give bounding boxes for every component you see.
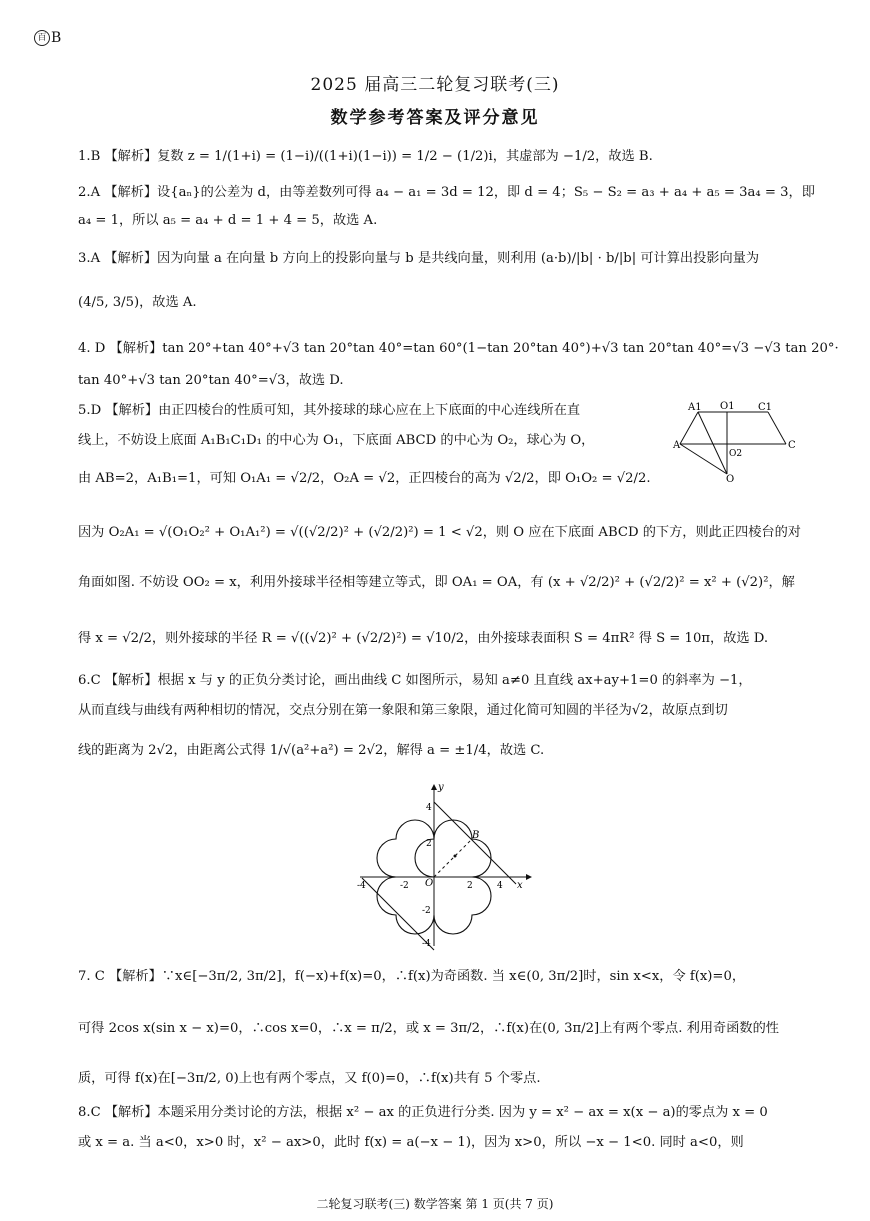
- label-O1: O1: [720, 401, 735, 412]
- answer-line: 4. D 【解析】tan 20°+tan 40°+√3 tan 20°tan 40°=tan 60°(1−tan 20°tan 40°)+√3 tan 20°tan 40°=√3 −√3 tan 20°·: [78, 341, 839, 356]
- badge-letter: B: [51, 30, 62, 46]
- answer-line: 线上，不妨设上底面 A₁B₁C₁D₁ 的中心为 O₁，下底面 ABCD 的中心为 O₂，球心为 O，: [78, 433, 595, 448]
- page-footer: 二轮复习联考(三) 数学答案 第 1 页(共 7 页): [316, 1197, 554, 1211]
- tick-label: -2: [422, 906, 431, 916]
- answer-line: tan 40°+√3 tan 20°tan 40°=√3，故选 D.: [78, 373, 344, 388]
- answer-line: 得 x = √2/2，则外接球的半径 R = √((√2)² + (√2/2)²) = √10/2，由外接球表面积 S = 4πR² 得 S = 10π，故选 D.: [78, 631, 769, 646]
- answer-line: 线的距离为 2√2，由距离公式得 1/√(a²+a²) = 2√2，解得 a = ±1/4，故选 C.: [78, 743, 545, 758]
- tick-label: 2: [426, 839, 432, 849]
- label-A: A: [673, 440, 681, 451]
- page-title: 2025 届高三二轮复习联考(三): [310, 75, 560, 95]
- answer-line: 由 AB=2，A₁B₁=1，可知 O₁A₁ = √2/2，O₂A = √2，正四棱台的高为 √2/2，即 O₁O₂ = √2/2.: [78, 471, 651, 486]
- tick-label: 4: [497, 881, 503, 891]
- answer-line: 从而直线与曲线有两种相切的情况，交点分别在第一象限和第三象限，通过化简可知圆的半径为√2，故原点到切: [78, 703, 728, 718]
- answer-line: a₄ = 1，所以 a₅ = a₄ + d = 1 + 4 = 5，故选 A.: [78, 213, 378, 228]
- answer-line: 因为 O₂A₁ = √(O₁O₂² + O₁A₁²) = √((√2/2)² + (√2/2)²) = 1 < √2，则 O 应在下底面 ABCD 的下方，则此正四棱台的对: [78, 525, 801, 540]
- answer-line: 6.C 【解析】根据 x 与 y 的正负分类讨论，画出曲线 C 如图所示，易知 a≠0 且直线 ax+ay+1=0 的斜率为 −1，: [78, 673, 752, 688]
- answer-line: (4/5, 3/5)，故选 A.: [78, 295, 197, 310]
- axis-y-label: y: [438, 782, 444, 793]
- curve-graph: [354, 780, 534, 950]
- answer-line: 5.D 【解析】由正四棱台的性质可知，其外接球的球心应在上下底面的中心连线所在直: [78, 403, 581, 418]
- point-B-label: B: [472, 830, 480, 841]
- badge-circle-char: 百: [34, 30, 50, 46]
- answer-line: 可得 2cos x(sin x − x)=0，∴cos x=0，∴x = π/2，或 x = 3π/2，∴f(x)在(0, 3π/2]上有两个零点. 利用奇函数的性: [78, 1021, 779, 1036]
- label-C: C: [788, 440, 796, 451]
- answer-line: 2.A 【解析】设{aₙ}的公差为 d，由等差数列可得 a₄ − a₁ = 3d = 12，即 d = 4；S₅ − S₂ = a₃ + a₄ + a₅ = 3a₄ = 3，即: [78, 185, 815, 200]
- answer-line: 质，可得 f(x)在[−3π/2, 0)上也有两个零点，又 f(0)=0，∴f(x)共有 5 个零点.: [78, 1071, 541, 1086]
- tick-label: -2: [400, 881, 409, 891]
- label-C1: C1: [758, 402, 773, 413]
- answer-line: 1.B 【解析】复数 z = 1/(1+i) = (1−i)/((1+i)(1−i)) = 1/2 − (1/2)i，其虚部为 −1/2，故选 B.: [78, 149, 653, 164]
- tick-label: 2: [467, 881, 473, 891]
- label-O2: O2: [729, 449, 743, 459]
- answer-line: 7. C 【解析】∵x∈[−3π/2, 3π/2]，f(−x)+f(x)=0，∴f(x)为奇函数. 当 x∈(0, 3π/2]时，sin x<x，令 f(x)=0，: [78, 969, 746, 984]
- answer-line: 3.A 【解析】因为向量 a 在向量 b 方向上的投影向量与 b 是共线向量，则利用 (a·b)/|b| · b/|b| 可计算出投影向量为: [78, 251, 760, 266]
- tick-label: -4: [357, 881, 366, 891]
- label-O: O: [726, 474, 735, 485]
- answer-line: 角面如图. 不妨设 OO₂ = x，利用外接球半径相等建立等式，即 OA₁ = OA，有 (x + √2/2)² + (√2/2)² = x² + (√2)²，解: [78, 575, 795, 590]
- school-badge: [34, 30, 61, 46]
- tick-label: 4: [426, 803, 432, 813]
- label-A1: A1: [688, 402, 702, 413]
- page-subtitle: 数学参考答案及评分意见: [330, 108, 540, 128]
- frustum-diagram: [673, 398, 806, 488]
- answer-line: 8.C 【解析】本题采用分类讨论的方法，根据 x² − ax 的正负进行分类. 因为 y = x² − ax = x(x − a)的零点为 x = 0: [78, 1105, 768, 1120]
- answer-line: 或 x = a. 当 a<0，x>0 时，x² − ax>0，此时 f(x) = a(−x − 1)，因为 x>0，所以 −x − 1<0. 同时 a<0，则: [78, 1135, 744, 1150]
- origin-label: O: [425, 878, 434, 889]
- axis-x-label: x: [517, 880, 523, 891]
- tick-label: -4: [422, 939, 431, 949]
